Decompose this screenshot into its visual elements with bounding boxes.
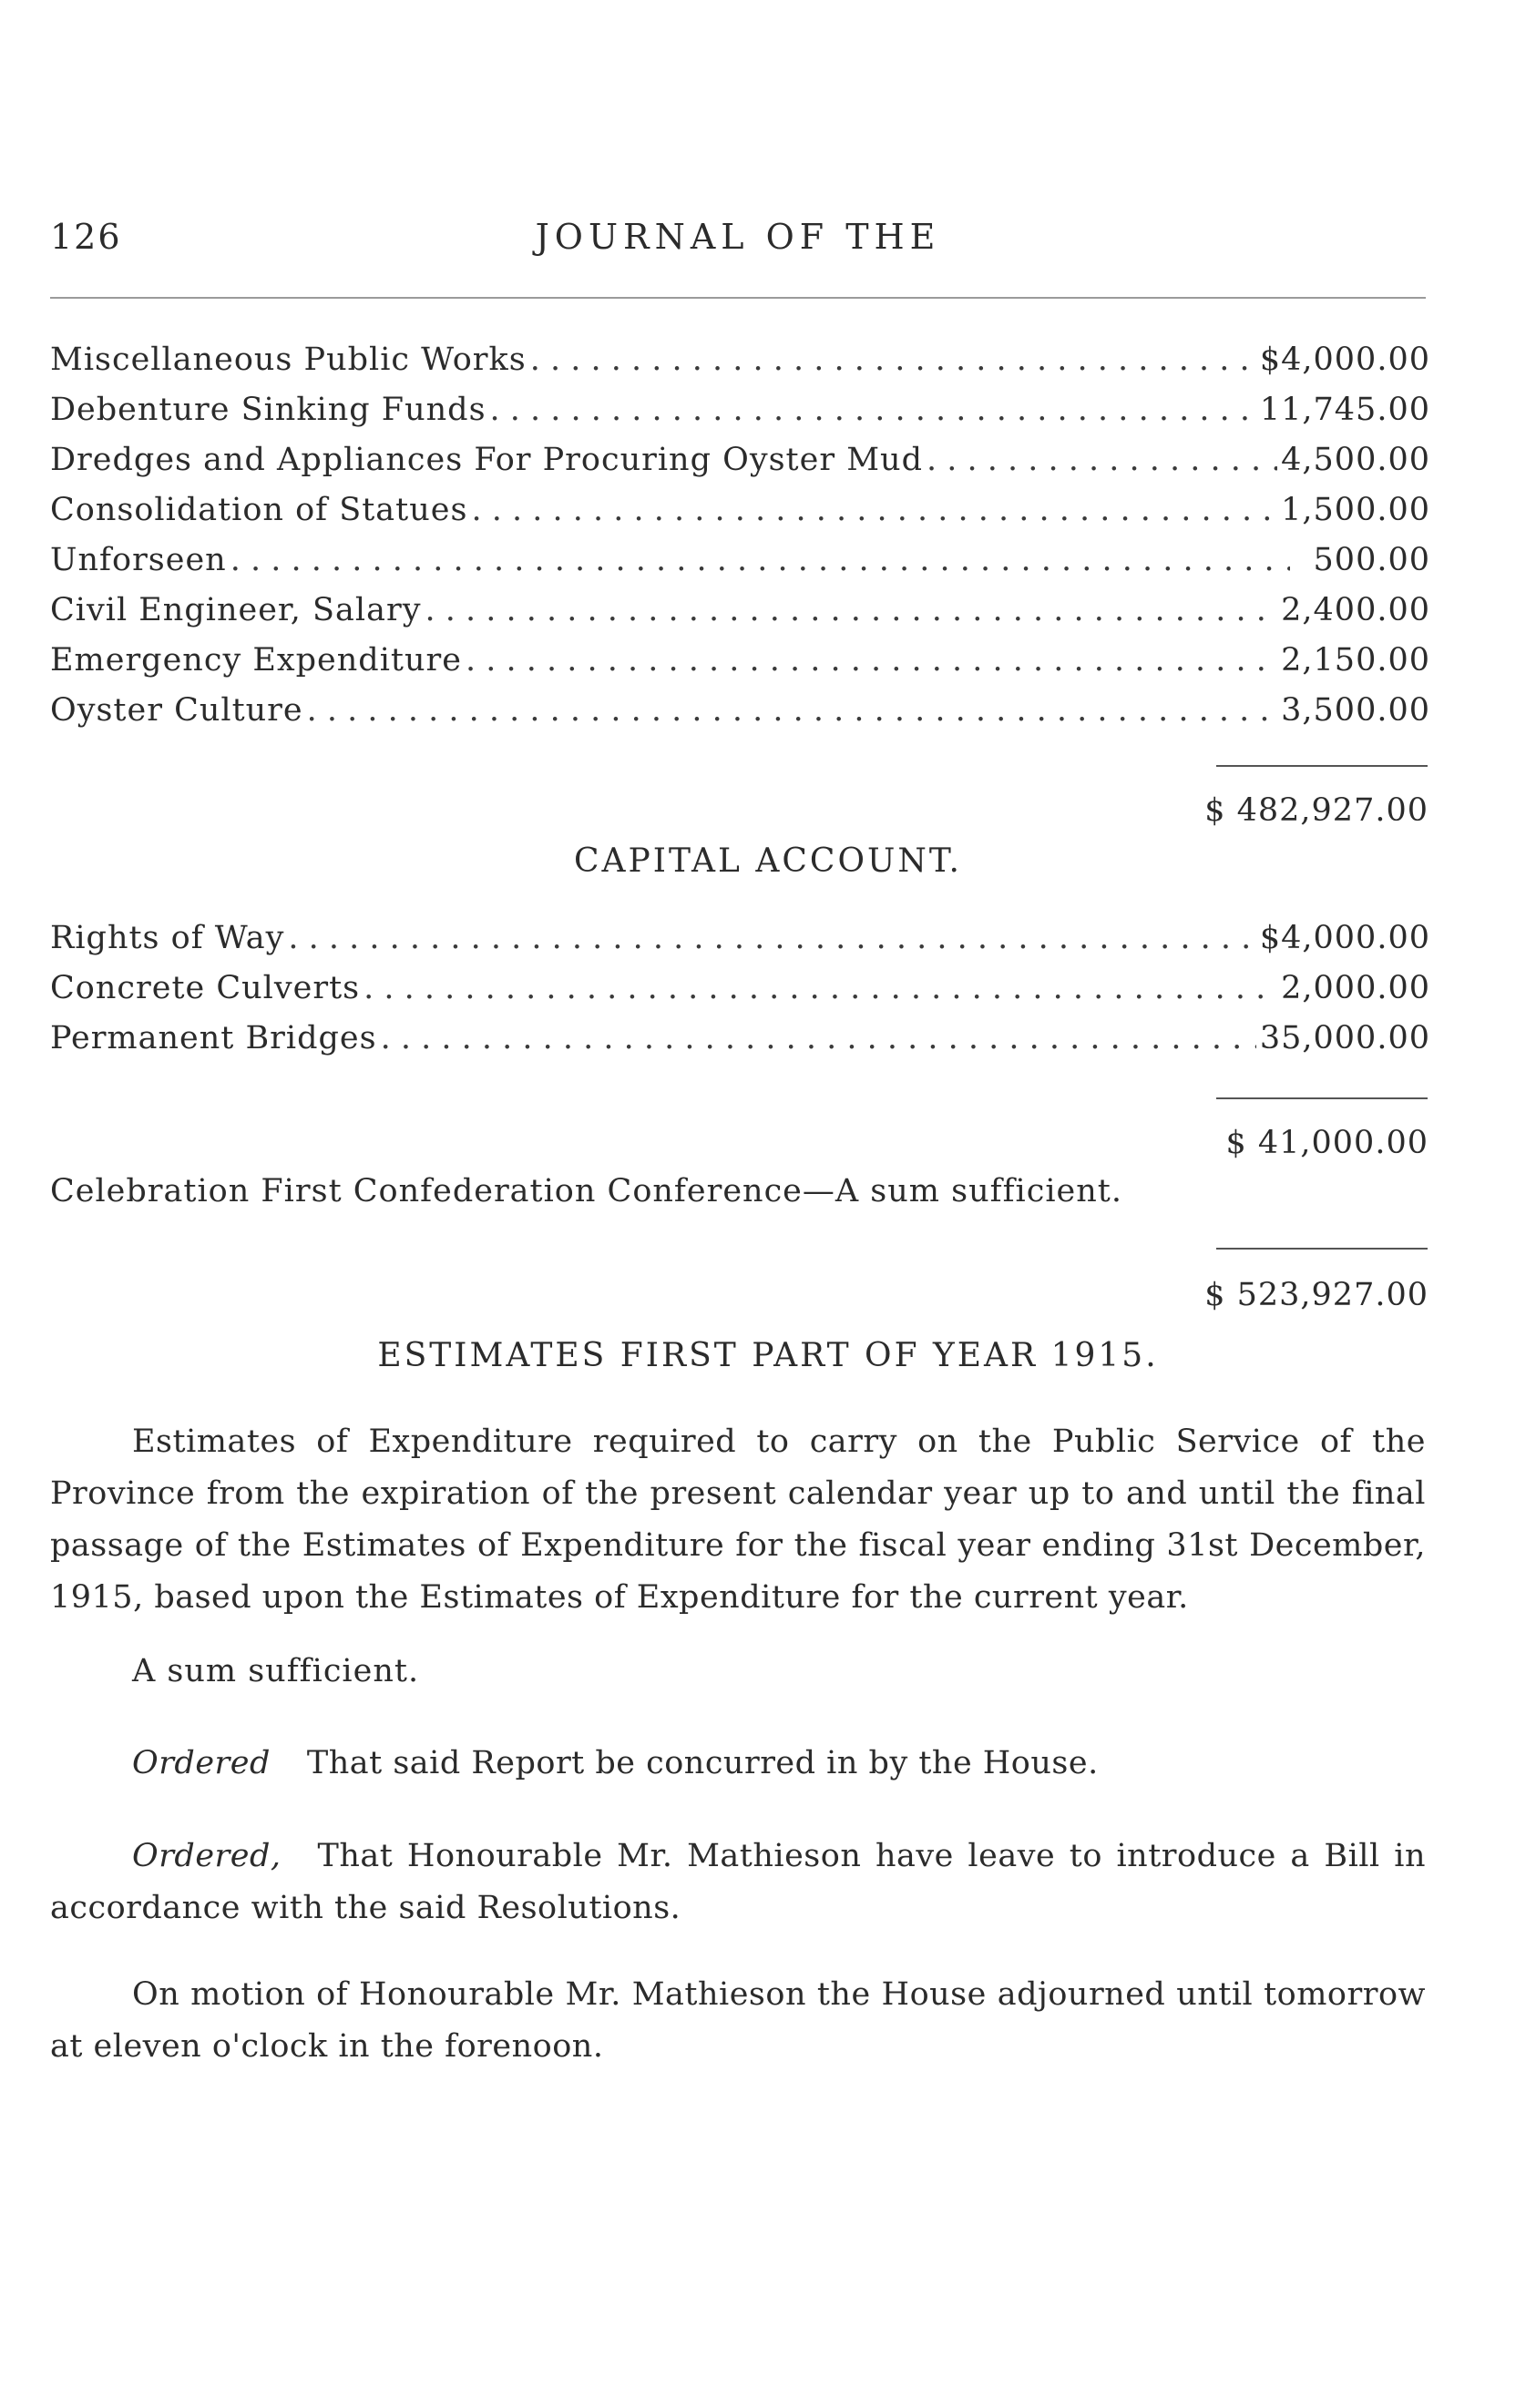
- dot-leader: [425, 592, 1277, 628]
- total-rule: [1216, 765, 1428, 767]
- ordered-label: Ordered: [132, 1745, 271, 1781]
- total-rule: [1216, 1248, 1428, 1250]
- item-amount: $4,000.00: [1259, 920, 1430, 956]
- estimates-paragraph: Estimates of Expenditure required to carry on the Public Service of the Province from the expiration of the present calendar year up to and until the final passage of the Estimates of Expenditure for the fiscal year ending 31st December, 1915, based upon the Estimates of Expenditure for the current year.: [50, 1423, 1426, 1616]
- capital-account-heading: CAPITAL ACCOUNT.: [574, 842, 962, 880]
- item-label: Miscellaneous Public Works: [50, 342, 527, 378]
- item-amount: 500.00: [1313, 542, 1430, 578]
- item-amount: 11,745.00: [1259, 392, 1430, 428]
- dot-leader: [530, 342, 1256, 378]
- item-label: Oyster Culture: [50, 692, 303, 729]
- capital-total: $ 41,000.00: [1225, 1125, 1428, 1161]
- order-paragraph-1: [50, 1738, 1426, 1790]
- dot-leader: [288, 920, 1255, 956]
- ledger-row: [50, 592, 1430, 642]
- item-amount: 35,000.00: [1259, 1020, 1430, 1056]
- adjournment-paragraph: On motion of Honourable Mr. Mathieson the House adjourned until tomorrow at eleven o'clock in the forenoon.: [50, 1976, 1426, 2065]
- ledger-row: [50, 442, 1430, 492]
- order-text: That said Report be concurred in by the House.: [306, 1745, 1099, 1781]
- item-label: Concrete Culverts: [50, 970, 361, 1006]
- grand-total: $ 523,927.00: [1204, 1277, 1428, 1313]
- header-divider: [50, 297, 1426, 299]
- dot-leader: [466, 642, 1277, 679]
- page-header: [50, 217, 1426, 271]
- ledger-row: [50, 970, 1430, 1020]
- item-amount: 1,500.00: [1281, 492, 1430, 528]
- ledger-row: [50, 642, 1430, 692]
- item-label: Debenture Sinking Funds: [50, 392, 486, 428]
- running-title: JOURNAL OF THE: [535, 217, 941, 257]
- sum-sufficient: A sum sufficient.: [132, 1653, 420, 1689]
- capital-account-list: [50, 920, 1430, 1070]
- item-amount: 2,400.00: [1281, 592, 1430, 628]
- dot-leader: [364, 970, 1277, 1006]
- item-amount: 2,150.00: [1281, 642, 1430, 679]
- item-label: Dredges and Appliances For Procuring Oyster Mud: [50, 442, 923, 478]
- item-amount: $4,000.00: [1259, 342, 1430, 378]
- dot-leader: [927, 442, 1277, 478]
- ordered-label: Ordered,: [132, 1838, 282, 1874]
- dot-leader: [381, 1020, 1256, 1056]
- dot-leader: [230, 542, 1290, 578]
- ledger-row: [50, 542, 1430, 592]
- ledger-row: [50, 392, 1430, 442]
- item-label: Civil Engineer, Salary: [50, 592, 422, 628]
- item-amount: 3,500.00: [1281, 692, 1430, 729]
- ledger-row: [50, 920, 1430, 970]
- ledger-row: [50, 492, 1430, 542]
- ledger-row: [50, 1020, 1430, 1070]
- estimates-heading: ESTIMATES FIRST PART OF YEAR 1915.: [377, 1337, 1159, 1374]
- item-label: Emergency Expenditure: [50, 642, 462, 679]
- item-amount: 2,000.00: [1281, 970, 1430, 1006]
- item-label: Rights of Way: [50, 920, 285, 956]
- dot-leader: [471, 492, 1277, 528]
- item-label: Unforseen: [50, 542, 227, 578]
- item-amount: 4,500.00: [1281, 442, 1430, 478]
- celebration-line: Celebration First Confederation Conference—A sum sufficient.: [50, 1173, 1122, 1209]
- ordinary-total: $ 482,927.00: [1204, 792, 1428, 829]
- total-rule: [1216, 1097, 1428, 1099]
- ordinary-expenditure-list: [50, 342, 1430, 742]
- order-text: That Honourable Mr. Mathieson have leave to introduce a Bill in accordance with the said Resolutions.: [50, 1838, 1426, 1926]
- ledger-row: [50, 342, 1430, 392]
- order-paragraph-2: [50, 1831, 1426, 1934]
- dot-leader: [307, 692, 1278, 729]
- page-number: 126: [50, 217, 122, 257]
- item-label: Consolidation of Statues: [50, 492, 468, 528]
- ledger-row: [50, 692, 1430, 742]
- dot-leader: [490, 392, 1256, 428]
- item-label: Permanent Bridges: [50, 1020, 377, 1056]
